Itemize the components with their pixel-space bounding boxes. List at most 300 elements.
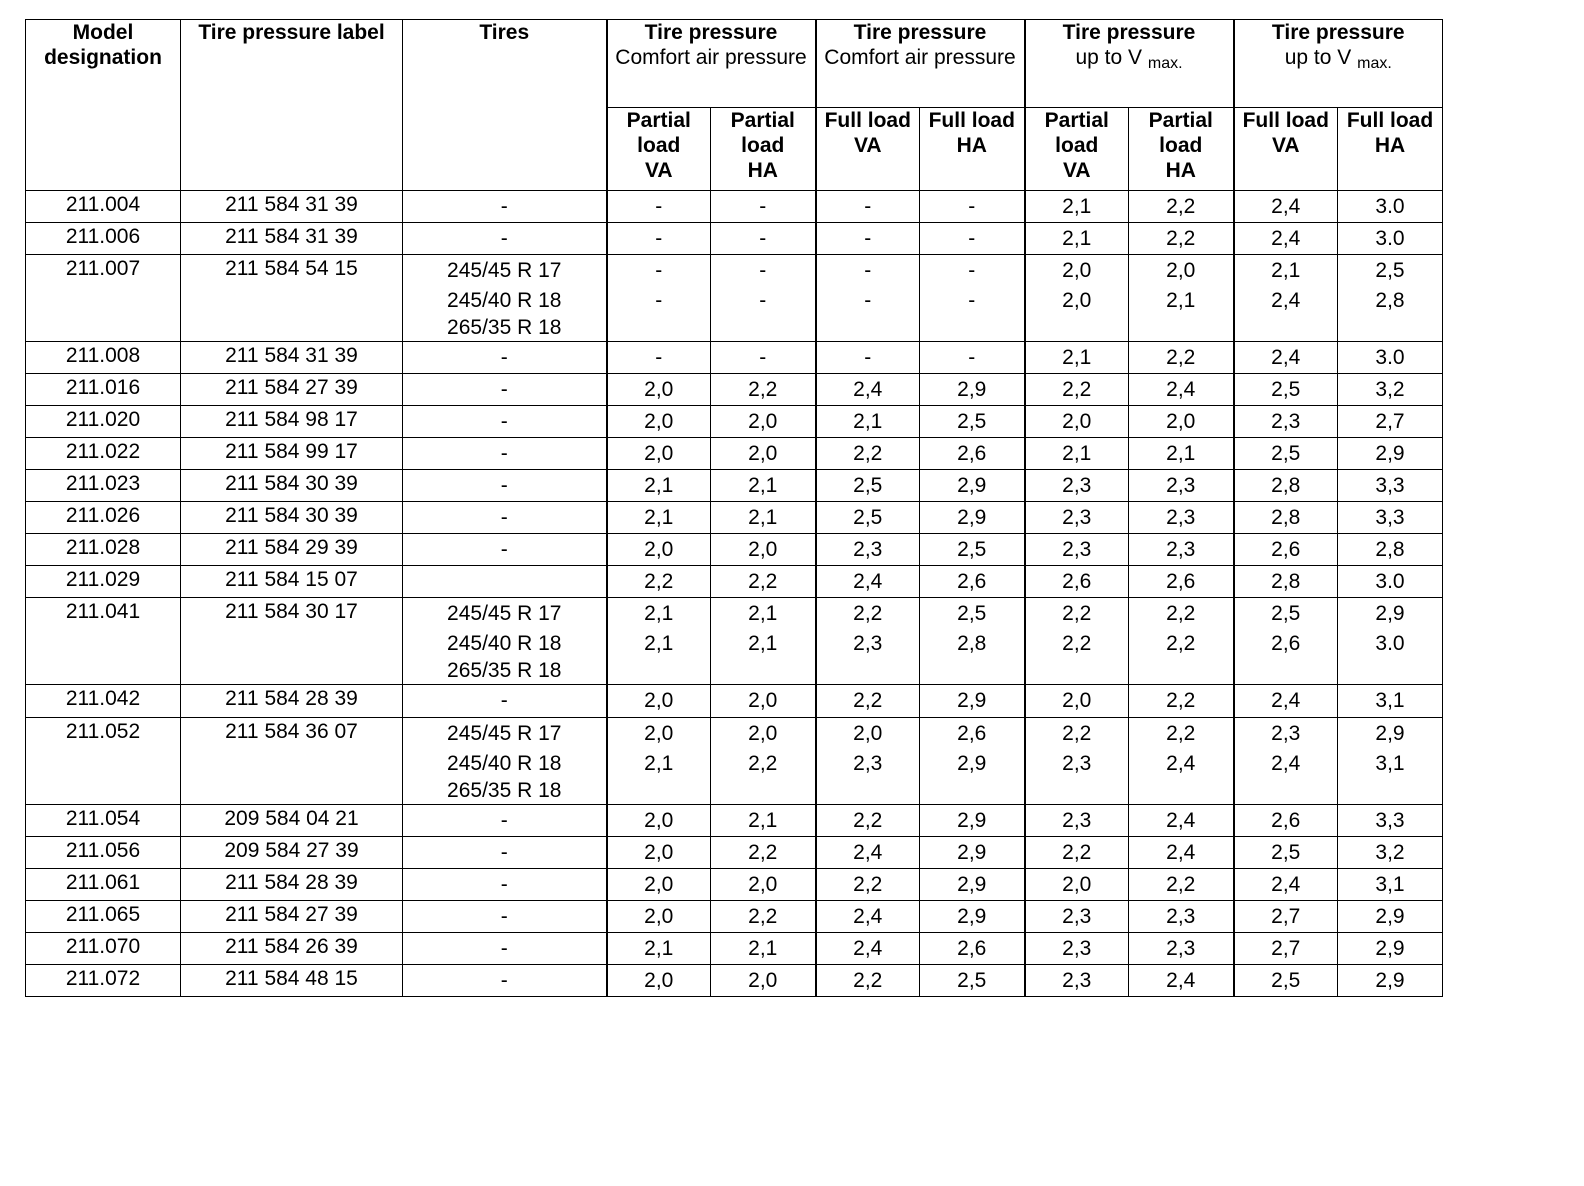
tires-cell xyxy=(403,534,607,566)
table-row xyxy=(26,566,1443,598)
pressure-cell xyxy=(1234,342,1338,374)
tire-size: 265/35 R 18 xyxy=(447,779,562,802)
pressure-cell xyxy=(607,718,711,805)
tire-size: 245/40 R 18 xyxy=(447,752,562,775)
model-cell: 211.054 xyxy=(26,805,181,837)
tires-cell xyxy=(403,438,607,470)
pressure-value: 2,3 xyxy=(1271,722,1301,745)
pressure-value: 2,2 xyxy=(853,969,883,992)
pressure-cell xyxy=(816,406,920,438)
pressure-value: 2,6 xyxy=(1271,809,1301,832)
pressure-cell xyxy=(1234,255,1338,342)
model-cell: 211.004 xyxy=(26,191,181,223)
pressure-value: 2,0 xyxy=(853,722,883,745)
pressure-value: - xyxy=(759,195,767,218)
model-cell: 211.007 xyxy=(26,255,181,342)
pressure-value: 2,2 xyxy=(644,570,674,593)
pressure-value: 2,3 xyxy=(853,538,883,561)
tire-size: - xyxy=(500,410,508,433)
tire-size: 245/40 R 18 xyxy=(447,289,562,312)
tire-size: - xyxy=(500,227,508,250)
pressure-value: - xyxy=(655,346,663,369)
pressure-value: 2,5 xyxy=(853,506,883,529)
model-cell: 211.061 xyxy=(26,869,181,901)
table-row xyxy=(26,718,1443,805)
pressure-value: 3,1 xyxy=(1375,689,1405,712)
model-cell: 211.070 xyxy=(26,933,181,965)
pressure-cell xyxy=(1025,374,1129,406)
pressure-value: 2,5 xyxy=(957,538,987,561)
pressure-cell xyxy=(1338,534,1443,566)
tire-size: - xyxy=(500,538,508,561)
pressure-cell xyxy=(1338,933,1443,965)
pressure-value: 2,3 xyxy=(1062,937,1092,960)
tire-size: - xyxy=(500,841,508,864)
pressure-cell xyxy=(711,406,816,438)
pressure-value: - xyxy=(864,289,872,312)
tire-size: 265/35 R 18 xyxy=(447,659,562,682)
pressure-value: 2,1 xyxy=(1062,346,1092,369)
pressure-value: 2,5 xyxy=(1271,602,1301,625)
pressure-value: - xyxy=(864,227,872,250)
pressure-value: 2,1 xyxy=(748,506,778,529)
pressure-value: 2,1 xyxy=(748,602,778,625)
pressure-value: 2,9 xyxy=(957,689,987,712)
pressure-cell xyxy=(711,534,816,566)
table-row xyxy=(26,869,1443,901)
pressure-cell xyxy=(711,598,816,685)
pressure-value: 2,9 xyxy=(1375,937,1405,960)
pressure-value: 2,5 xyxy=(1271,378,1301,401)
header-tire-pressure-label: Tire pressure label xyxy=(181,20,403,191)
pressure-value: 2,4 xyxy=(1271,195,1301,218)
pressure-cell xyxy=(711,933,816,965)
model-cell: 211.022 xyxy=(26,438,181,470)
pressure-value: 2,0 xyxy=(644,378,674,401)
pressure-cell xyxy=(920,933,1025,965)
label-cell: 209 584 04 21 xyxy=(181,805,403,837)
pressure-cell xyxy=(1338,406,1443,438)
pressure-value: 2,0 xyxy=(644,689,674,712)
pressure-value: 2,2 xyxy=(1166,195,1196,218)
pressure-cell xyxy=(607,470,711,502)
pressure-value: 2,9 xyxy=(957,905,987,928)
table-header xyxy=(26,20,1443,191)
table-body xyxy=(26,191,1443,997)
tires-cell xyxy=(403,933,607,965)
tire-size: - xyxy=(500,969,508,992)
pressure-value: 3,3 xyxy=(1375,506,1405,529)
model-cell: 211.026 xyxy=(26,502,181,534)
tires-cell xyxy=(403,837,607,869)
pressure-value: 2,2 xyxy=(853,809,883,832)
pressure-value: 2,1 xyxy=(1062,195,1092,218)
pressure-cell xyxy=(1025,685,1129,718)
tire-size: 265/35 R 18 xyxy=(447,316,562,339)
pressure-cell xyxy=(920,191,1025,223)
table-row xyxy=(26,470,1443,502)
pressure-cell xyxy=(1129,374,1234,406)
pressure-value: 2,6 xyxy=(1062,570,1092,593)
label-cell: 211 584 36 07 xyxy=(181,718,403,805)
pressure-value: 2,2 xyxy=(1062,602,1092,625)
pressure-cell xyxy=(607,502,711,534)
pressure-cell xyxy=(816,598,920,685)
pressure-cell xyxy=(711,223,816,255)
pressure-value: 2,5 xyxy=(1271,841,1301,864)
pressure-cell xyxy=(816,342,920,374)
table-row xyxy=(26,837,1443,869)
pressure-value: 2,0 xyxy=(748,442,778,465)
pressure-value: 2,0 xyxy=(748,722,778,745)
pressure-cell xyxy=(920,534,1025,566)
pressure-value: 2,4 xyxy=(1271,689,1301,712)
tires-cell xyxy=(403,470,607,502)
pressure-cell xyxy=(711,191,816,223)
pressure-value: 2,8 xyxy=(957,632,987,655)
tire-size: - xyxy=(500,195,508,218)
pressure-cell xyxy=(816,933,920,965)
pressure-value: 3.0 xyxy=(1375,346,1405,369)
pressure-cell xyxy=(607,374,711,406)
pressure-cell xyxy=(1129,805,1234,837)
pressure-cell xyxy=(1234,502,1338,534)
pressure-value: 2,4 xyxy=(1271,289,1301,312)
tire-size: 245/45 R 17 xyxy=(447,722,562,745)
pressure-cell xyxy=(1025,406,1129,438)
pressure-cell xyxy=(816,374,920,406)
pressure-value: 2,4 xyxy=(853,570,883,593)
pressure-value: 3.0 xyxy=(1375,570,1405,593)
pressure-cell xyxy=(607,598,711,685)
pressure-value: 2,3 xyxy=(1062,538,1092,561)
pressure-cell xyxy=(1025,933,1129,965)
table-row xyxy=(26,901,1443,933)
pressure-cell xyxy=(1025,534,1129,566)
pressure-cell xyxy=(1025,438,1129,470)
pressure-value: - xyxy=(655,259,663,282)
pressure-value: 2,5 xyxy=(957,602,987,625)
pressure-cell xyxy=(1338,901,1443,933)
pressure-cell xyxy=(711,255,816,342)
header-group-comfort-full: Tire pressure Comfort air pressure xyxy=(816,20,1025,108)
pressure-value: - xyxy=(968,289,976,312)
pressure-cell xyxy=(607,805,711,837)
pressure-value: 2,3 xyxy=(1062,809,1092,832)
pressure-value: 2,9 xyxy=(957,378,987,401)
pressure-cell xyxy=(920,869,1025,901)
tires-cell xyxy=(403,598,607,685)
pressure-value: 2,0 xyxy=(644,538,674,561)
pressure-cell xyxy=(920,406,1025,438)
label-cell: 211 584 31 39 xyxy=(181,342,403,374)
pressure-value: 2,3 xyxy=(853,632,883,655)
tire-size: 245/45 R 17 xyxy=(447,259,562,282)
subheader-col-6: Partial load HA xyxy=(1129,108,1234,191)
pressure-cell xyxy=(607,837,711,869)
pressure-cell xyxy=(1234,805,1338,837)
pressure-value: 2,8 xyxy=(1271,474,1301,497)
pressure-value: 2,2 xyxy=(748,378,778,401)
pressure-value: - xyxy=(759,346,767,369)
pressure-cell xyxy=(1338,837,1443,869)
pressure-value: 2,0 xyxy=(1166,410,1196,433)
pressure-cell xyxy=(1129,685,1234,718)
pressure-cell xyxy=(1129,869,1234,901)
pressure-value: 2,6 xyxy=(957,937,987,960)
pressure-value: 2,3 xyxy=(1271,410,1301,433)
pressure-value: 2,2 xyxy=(1062,722,1092,745)
table-row xyxy=(26,805,1443,837)
label-cell: 211 584 28 39 xyxy=(181,869,403,901)
pressure-cell xyxy=(920,374,1025,406)
pressure-value: 2,1 xyxy=(748,632,778,655)
pressure-cell xyxy=(920,965,1025,997)
tires-cell xyxy=(403,406,607,438)
tires-cell xyxy=(403,191,607,223)
table-row xyxy=(26,598,1443,685)
pressure-value: 2,4 xyxy=(1166,841,1196,864)
pressure-value: - xyxy=(655,195,663,218)
pressure-value: 2,4 xyxy=(853,937,883,960)
pressure-value: - xyxy=(655,227,663,250)
pressure-value: 2,1 xyxy=(644,752,674,775)
pressure-value: - xyxy=(968,259,976,282)
pressure-cell xyxy=(1338,255,1443,342)
pressure-cell xyxy=(607,566,711,598)
pressure-value: 2,7 xyxy=(1271,937,1301,960)
table-row xyxy=(26,223,1443,255)
pressure-cell xyxy=(1338,869,1443,901)
pressure-cell xyxy=(920,566,1025,598)
pressure-value: 3.0 xyxy=(1375,632,1405,655)
pressure-value: 2,1 xyxy=(748,937,778,960)
table-row xyxy=(26,685,1443,718)
pressure-cell xyxy=(1129,566,1234,598)
pressure-cell xyxy=(711,502,816,534)
pressure-value: 2,2 xyxy=(853,602,883,625)
pressure-cell xyxy=(711,685,816,718)
pressure-cell xyxy=(1234,685,1338,718)
pressure-value: 2,1 xyxy=(1062,227,1092,250)
pressure-value: - xyxy=(864,346,872,369)
pressure-value: 2,0 xyxy=(644,722,674,745)
pressure-value: 2,1 xyxy=(748,474,778,497)
pressure-value: - xyxy=(759,289,767,312)
table-row xyxy=(26,438,1443,470)
pressure-value: - xyxy=(759,227,767,250)
pressure-cell xyxy=(607,255,711,342)
header-model: Model designation xyxy=(26,20,181,191)
tires-cell xyxy=(403,869,607,901)
header-group-comfort-partial: Tire pressure Comfort air pressure xyxy=(607,20,816,108)
pressure-value: 2,4 xyxy=(1271,227,1301,250)
pressure-value: 2,0 xyxy=(1166,259,1196,282)
pressure-cell xyxy=(607,406,711,438)
pressure-value: 2,1 xyxy=(644,474,674,497)
label-cell: 211 584 31 39 xyxy=(181,223,403,255)
pressure-cell xyxy=(711,438,816,470)
pressure-cell xyxy=(1234,598,1338,685)
pressure-value: 2,5 xyxy=(957,969,987,992)
pressure-cell xyxy=(920,598,1025,685)
pressure-cell xyxy=(1234,438,1338,470)
pressure-cell xyxy=(816,685,920,718)
pressure-cell xyxy=(711,805,816,837)
tires-cell xyxy=(403,805,607,837)
pressure-cell xyxy=(1025,342,1129,374)
pressure-cell xyxy=(607,342,711,374)
tire-size: - xyxy=(500,346,508,369)
pressure-value: 2,2 xyxy=(748,570,778,593)
pressure-value: 2,2 xyxy=(1062,841,1092,864)
pressure-value: 2,2 xyxy=(748,905,778,928)
pressure-cell xyxy=(920,223,1025,255)
label-cell: 211 584 29 39 xyxy=(181,534,403,566)
pressure-value: 2,0 xyxy=(644,969,674,992)
pressure-cell xyxy=(711,901,816,933)
pressure-cell xyxy=(607,191,711,223)
label-cell: 211 584 30 39 xyxy=(181,470,403,502)
pressure-value: 2,0 xyxy=(1062,259,1092,282)
tires-cell xyxy=(403,718,607,805)
tires-cell xyxy=(403,342,607,374)
pressure-cell xyxy=(816,223,920,255)
pressure-cell xyxy=(1025,718,1129,805)
pressure-cell xyxy=(1025,837,1129,869)
pressure-cell xyxy=(711,374,816,406)
pressure-cell xyxy=(920,805,1025,837)
pressure-value: 2,0 xyxy=(1062,289,1092,312)
pressure-value: 2,4 xyxy=(853,905,883,928)
tires-cell xyxy=(403,566,607,598)
pressure-value: 2,0 xyxy=(1062,689,1092,712)
pressure-value: - xyxy=(968,227,976,250)
pressure-cell xyxy=(816,534,920,566)
pressure-value: 2,1 xyxy=(1062,442,1092,465)
tires-cell xyxy=(403,374,607,406)
pressure-cell xyxy=(816,502,920,534)
pressure-value: 2,2 xyxy=(1166,632,1196,655)
pressure-value: 2,2 xyxy=(1166,602,1196,625)
pressure-value: 2,9 xyxy=(957,506,987,529)
pressure-value: 2,2 xyxy=(853,689,883,712)
pressure-value: 3,2 xyxy=(1375,378,1405,401)
pressure-cell xyxy=(1129,342,1234,374)
pressure-value: 2,0 xyxy=(748,969,778,992)
pressure-value: 2,9 xyxy=(1375,602,1405,625)
pressure-cell xyxy=(607,965,711,997)
label-cell: 211 584 15 07 xyxy=(181,566,403,598)
pressure-value: 2,7 xyxy=(1375,410,1405,433)
tire-size: - xyxy=(500,905,508,928)
pressure-cell xyxy=(1234,869,1338,901)
pressure-cell xyxy=(1338,223,1443,255)
pressure-value: 2,0 xyxy=(748,410,778,433)
pressure-cell xyxy=(607,901,711,933)
pressure-value: - xyxy=(655,289,663,312)
pressure-cell xyxy=(816,470,920,502)
pressure-cell xyxy=(1129,837,1234,869)
pressure-cell xyxy=(711,869,816,901)
pressure-value: 3.0 xyxy=(1375,227,1405,250)
pressure-cell xyxy=(1234,965,1338,997)
label-cell: 209 584 27 39 xyxy=(181,837,403,869)
tire-size: - xyxy=(500,689,508,712)
model-cell: 211.072 xyxy=(26,965,181,997)
pressure-cell xyxy=(1234,470,1338,502)
pressure-value: 2,3 xyxy=(1166,905,1196,928)
pressure-cell xyxy=(1234,223,1338,255)
pressure-value: 2,2 xyxy=(853,873,883,896)
pressure-cell xyxy=(1129,502,1234,534)
pressure-value: - xyxy=(864,259,872,282)
label-cell: 211 584 30 39 xyxy=(181,502,403,534)
pressure-cell xyxy=(607,438,711,470)
pressure-cell xyxy=(816,438,920,470)
pressure-value: 2,3 xyxy=(853,752,883,775)
pressure-value: 2,1 xyxy=(644,632,674,655)
pressure-value: 2,0 xyxy=(644,841,674,864)
pressure-value: 2,4 xyxy=(1166,969,1196,992)
pressure-value: - xyxy=(759,259,767,282)
label-cell: 211 584 54 15 xyxy=(181,255,403,342)
pressure-value: 2,4 xyxy=(1271,873,1301,896)
table-row xyxy=(26,374,1443,406)
pressure-value: 2,9 xyxy=(1375,905,1405,928)
pressure-cell xyxy=(1025,470,1129,502)
pressure-cell xyxy=(1338,374,1443,406)
table-row xyxy=(26,965,1443,997)
pressure-value: 2,6 xyxy=(1271,632,1301,655)
label-cell: 211 584 98 17 xyxy=(181,406,403,438)
pressure-cell xyxy=(1129,965,1234,997)
label-cell: 211 584 30 17 xyxy=(181,598,403,685)
tire-pressure-table xyxy=(25,19,1443,997)
pressure-value: 2,0 xyxy=(748,689,778,712)
model-cell: 211.042 xyxy=(26,685,181,718)
pressure-cell xyxy=(711,965,816,997)
pressure-cell xyxy=(711,837,816,869)
pressure-cell xyxy=(816,718,920,805)
pressure-value: 2,0 xyxy=(644,410,674,433)
pressure-cell xyxy=(816,805,920,837)
pressure-value: 2,9 xyxy=(1375,969,1405,992)
pressure-cell xyxy=(1338,566,1443,598)
model-cell: 211.056 xyxy=(26,837,181,869)
pressure-value: 2,3 xyxy=(1166,538,1196,561)
pressure-cell xyxy=(1129,933,1234,965)
pressure-value: 2,0 xyxy=(748,873,778,896)
table-row xyxy=(26,502,1443,534)
pressure-value: 2,0 xyxy=(748,538,778,561)
pressure-value: 2,9 xyxy=(1375,722,1405,745)
tire-size: - xyxy=(500,378,508,401)
label-cell: 211 584 27 39 xyxy=(181,374,403,406)
pressure-value: 2,3 xyxy=(1062,905,1092,928)
label-cell: 211 584 27 39 xyxy=(181,901,403,933)
pressure-value: 2,0 xyxy=(644,905,674,928)
pressure-value: 2,3 xyxy=(1166,506,1196,529)
pressure-cell xyxy=(607,685,711,718)
pressure-cell xyxy=(1234,901,1338,933)
pressure-value: 2,2 xyxy=(1166,689,1196,712)
pressure-cell xyxy=(1338,191,1443,223)
pressure-cell xyxy=(1025,191,1129,223)
model-cell: 211.016 xyxy=(26,374,181,406)
tires-cell xyxy=(403,255,607,342)
model-cell: 211.028 xyxy=(26,534,181,566)
